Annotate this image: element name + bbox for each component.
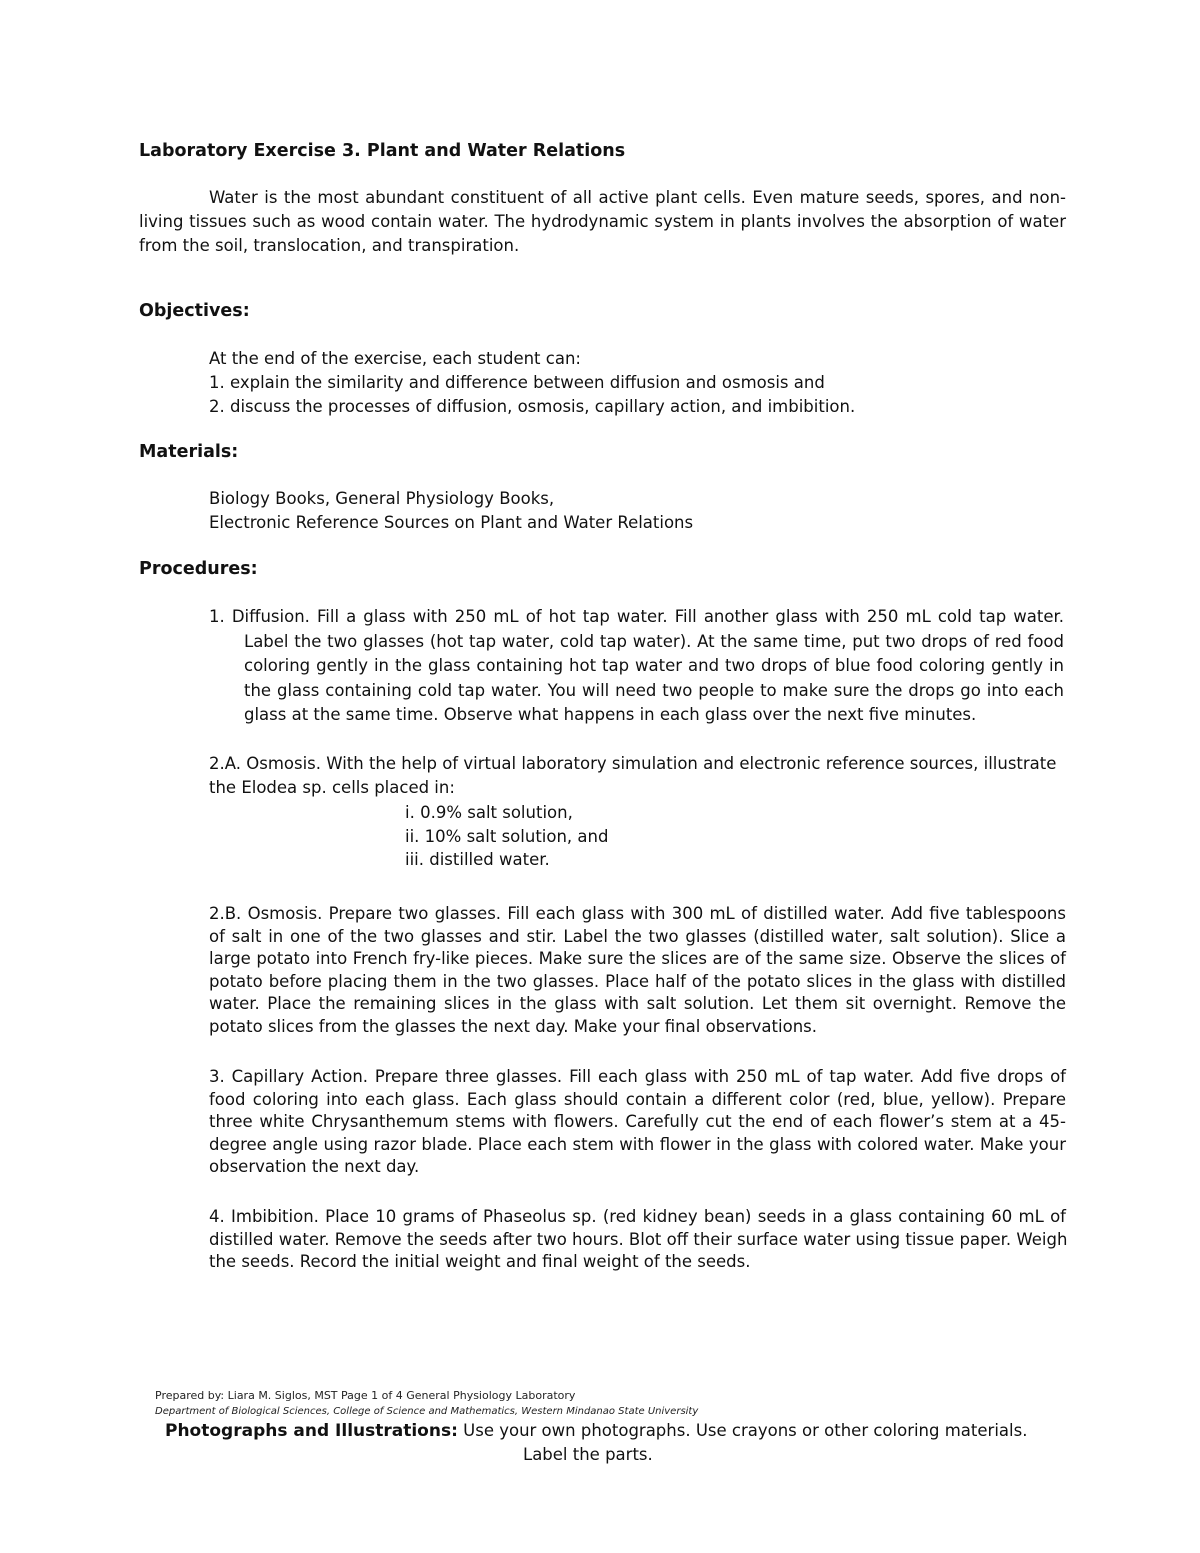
procedure-line: potato slices from the glasses the next day. Make your final observations. xyxy=(209,1016,817,1036)
intro-line: Water is the most abundant constituent of all active plant cells. Even mature seeds, spores, and non- xyxy=(209,188,1066,207)
procedure-line: coloring gently in the glass containing hot tap water and two drops of blue food coloring gently in xyxy=(244,656,1064,675)
material-item: Electronic Reference Sources on Plant and Water Relations xyxy=(209,513,694,532)
osmosis-a-solutions xyxy=(405,801,608,872)
procedure-line: 3. Capillary Action. Prepare three glasses. Fill each glass with 250 mL of tap water. Add five drops of xyxy=(209,1067,1066,1086)
procedure-line: the glass containing cold tap water. You will need two people to make sure the drops go into each xyxy=(244,680,1064,700)
solution-item: i. 0.9% salt solution, xyxy=(405,803,573,822)
objectives-lead: At the end of the exercise, each student can: xyxy=(209,349,581,368)
objectives-list xyxy=(209,347,855,419)
footer-department: Department of Biological Sciences, College of Science and Mathematics, Western Mindanao State University xyxy=(155,1406,699,1417)
procedure-capillary xyxy=(209,1066,1066,1179)
procedure-line: of salt in one of the two glasses and stir. Label the two glasses (distilled water, salt solution). Slice a xyxy=(209,926,1066,946)
photographs-text: Use your own photographs. Use crayons or other coloring materials. xyxy=(463,1421,1028,1440)
procedure-line: food coloring into each glass. Each glass should contain a different color (red, blue, yellow). Prepare xyxy=(209,1089,1066,1109)
footer-prepared-by: Prepared by: Liara M. Siglos, MST Page 1 of 4 General Physiology Laboratory xyxy=(155,1389,576,1402)
procedure-line: 2.B. Osmosis. Prepare two glasses. Fill each glass with 300 mL of distilled water. Add five tablespoons xyxy=(209,904,1066,923)
procedure-line: large potato into French fry-like pieces. Make sure the slices are of the same size. Observe the slices of xyxy=(209,949,1066,968)
procedure-line: distilled water. Remove the seeds after two hours. Blot off their surface water using tissue paper. Weigh xyxy=(209,1229,1068,1249)
procedure-line: 1. Diffusion. Fill a glass with 250 mL of hot tap water. Fill another glass with 250 mL cold tap water. xyxy=(209,607,1064,626)
procedure-line: glass at the same time. Observe what happens in each glass over the next five minutes. xyxy=(244,705,977,724)
materials-list xyxy=(209,487,693,535)
solution-item: ii. 10% salt solution, and xyxy=(405,826,609,846)
procedure-line: degree angle using razor blade. Place each stem with flower in the glass with colored water. Make your xyxy=(209,1134,1066,1154)
intro-line: from the soil, translocation, and transpiration. xyxy=(139,236,520,255)
procedure-line: observation the next day. xyxy=(209,1157,420,1176)
procedures-heading: Procedures: xyxy=(139,559,258,579)
solution-item: iii. distilled water. xyxy=(405,850,550,869)
footer-photographs-line xyxy=(165,1421,1027,1441)
procedure-line: the seeds. Record the initial weight and final weight of the seeds. xyxy=(209,1252,751,1271)
procedure-line: Label the two glasses (hot tap water, cold tap water). At the same time, put two drops of red food xyxy=(244,631,1064,651)
objective-item: 1. explain the similarity and difference between diffusion and osmosis and xyxy=(209,373,825,392)
procedure-imbibition xyxy=(209,1206,1066,1274)
page-title: Laboratory Exercise 3. Plant and Water Relations xyxy=(139,141,626,161)
objective-item: 2. discuss the processes of diffusion, osmosis, capillary action, and imbibition. xyxy=(209,397,856,416)
procedure-osmosis-a xyxy=(209,752,1056,800)
procedure-line: the Elodea sp. cells placed in: xyxy=(209,778,455,797)
procedure-line: three white Chrysanthemum stems with flowers. Carefully cut the end of each flower’s stem at a 45- xyxy=(209,1112,1066,1131)
intro-line: living tissues such as wood contain water. The hydrodynamic system in plants involves the absorption of water xyxy=(139,212,1066,231)
intro-paragraph xyxy=(139,186,1066,258)
procedure-line: potato before placing them in the two glasses. Place half of the potato slices in the glass with distilled xyxy=(209,971,1066,991)
procedure-line: 2.A. Osmosis. With the help of virtual laboratory simulation and electronic reference sources, illustrate xyxy=(209,754,1057,773)
procedure-osmosis-b xyxy=(209,903,1066,1038)
objectives-heading: Objectives: xyxy=(139,301,250,321)
photographs-label: Photographs and Illustrations: xyxy=(165,1421,458,1441)
procedure-line: 4. Imbibition. Place 10 grams of Phaseolus sp. (red kidney bean) seeds in a glass containing 60 mL of xyxy=(209,1207,1066,1226)
footer-label-parts: Label the parts. xyxy=(523,1445,653,1464)
materials-heading: Materials: xyxy=(139,442,239,462)
procedure-diffusion xyxy=(209,605,1064,728)
procedure-line: water. Place the remaining slices in the glass with salt solution. Let them sit overnight. Remove the xyxy=(209,994,1066,1013)
material-item: Biology Books, General Physiology Books, xyxy=(209,489,555,508)
